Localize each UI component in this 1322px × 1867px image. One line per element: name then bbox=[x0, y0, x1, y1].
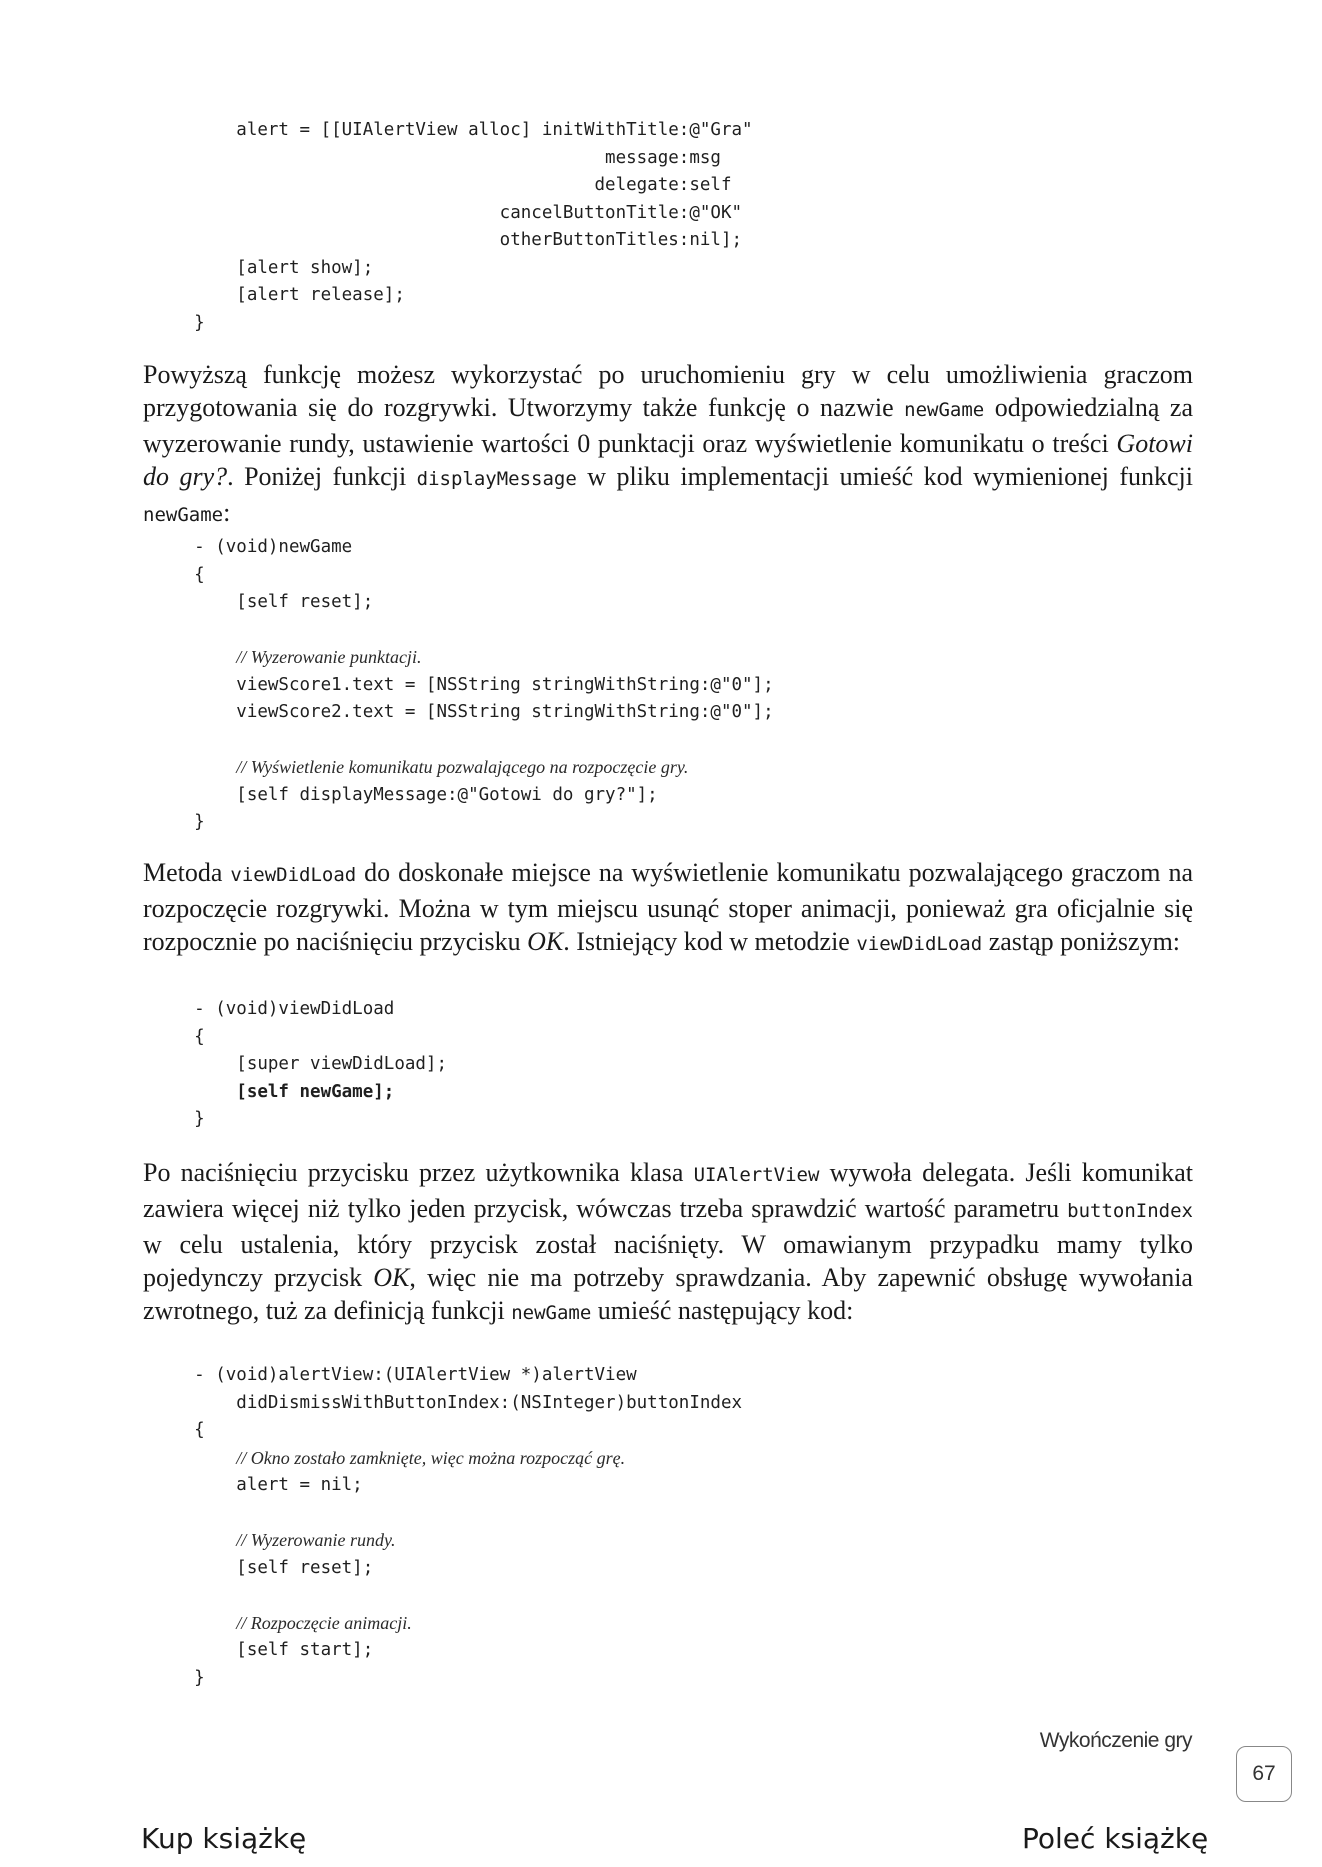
code-line: [self displayMessage:@"Gotowi do gry?"]; bbox=[152, 784, 658, 805]
code-line: [alert release]; bbox=[152, 285, 405, 305]
code-line: } bbox=[152, 812, 205, 832]
inline-code: buttonIndex bbox=[1067, 1200, 1193, 1222]
paragraph-alert-delegate bbox=[143, 1156, 1193, 1330]
code-block-newgame bbox=[152, 534, 774, 837]
code-line: viewScore1.text = [NSString stringWithString:@"0"]; bbox=[152, 674, 774, 695]
recommend-book-link[interactable]: Poleć książkę bbox=[1022, 1822, 1209, 1855]
text: umieść następujący kod: bbox=[591, 1296, 854, 1325]
paragraph-viewdidload bbox=[143, 856, 1193, 961]
code-comment-line bbox=[152, 644, 774, 672]
italic-text: OK bbox=[527, 927, 564, 956]
code-line: - (void)viewDidLoad bbox=[152, 999, 395, 1019]
code-comment: // Okno zostało zamknięte, więc można rozpocząć grę. bbox=[236, 1447, 626, 1468]
page-number: 67 bbox=[1252, 1762, 1276, 1785]
text: wywoła delegata. Jeśli komunikat zawiera więcej niż tylko jeden przycisk, wówczas trzeba sprawdzić wartość parametru bbox=[143, 1158, 1193, 1223]
inline-code: newGame bbox=[143, 504, 224, 526]
text: do doskonałe miejsce na wyświetlenie komunikatu pozwalającego graczom na rozpoczęcie rozgrywki. Można w tym miejscu usunąć stoper animacji, ponieważ gra oficjalnie się rozpocznie po naciśnięciu przycisku bbox=[143, 858, 1193, 956]
inline-code: newGame bbox=[904, 399, 985, 421]
code-line-bold: [self newGame]; bbox=[152, 1081, 395, 1102]
text: odpowiedzialną za wyzerowanie rundy, ustawienie wartości 0 punktacji oraz wyświetlenie komunikatu o treści bbox=[143, 393, 1194, 458]
inline-code: viewDidLoad bbox=[856, 933, 983, 955]
code-comment-line bbox=[152, 1610, 742, 1638]
code-line: } bbox=[152, 312, 205, 333]
code-blank-line bbox=[152, 1582, 742, 1610]
code-blank-line bbox=[152, 1500, 742, 1528]
text: Powyższą funkcję możesz wykorzystać po uruchomieniu gry w celu umożliwienia graczom przygotowania się do rozgrywki. Utworzymy także funkcję o nazwie bbox=[143, 360, 1193, 422]
code-line: } bbox=[152, 1667, 205, 1688]
code-block-viewdidload bbox=[152, 996, 447, 1134]
text: w celu ustalenia, który przycisk został naciśnięty. W omawianym przypadku mamy tylko pojedynczy przycisk bbox=[143, 1230, 1193, 1292]
code-comment: // Wyzerowanie punktacji. bbox=[236, 647, 422, 667]
text: Metoda bbox=[143, 858, 231, 887]
italic-text: Gotowi do gry? bbox=[143, 429, 1193, 491]
text: . Poniżej funkcji bbox=[227, 462, 417, 491]
buy-book-link[interactable]: Kup książkę bbox=[141, 1822, 307, 1855]
code-line: { bbox=[152, 1026, 205, 1047]
code-line: { bbox=[152, 564, 205, 585]
code-line: message:msg bbox=[152, 147, 721, 168]
italic-text: OK bbox=[373, 1263, 410, 1292]
inline-code: displayMessage bbox=[416, 468, 577, 490]
code-line: - (void)newGame bbox=[152, 537, 353, 557]
code-line: - (void)alertView:(UIAlertView *)alertView bbox=[152, 1365, 637, 1385]
code-blank-line bbox=[152, 617, 774, 645]
code-comment: // Rozpoczęcie animacji. bbox=[236, 1612, 412, 1633]
code-comment-line bbox=[152, 1445, 742, 1473]
text: w pliku implementacji umieść kod wymienionej funkcji bbox=[576, 462, 1193, 491]
code-line: [super viewDidLoad]; bbox=[152, 1054, 448, 1074]
code-block-alertview-delegate bbox=[152, 1362, 742, 1692]
code-line: [self reset]; bbox=[152, 592, 374, 612]
code-block-alert bbox=[152, 117, 753, 337]
code-line: alert = [[UIAlertView alloc] initWithTitle:@"Gra" bbox=[152, 120, 753, 140]
code-line: didDismissWithButtonIndex:(NSInteger)buttonIndex bbox=[152, 1392, 743, 1413]
code-comment-line bbox=[152, 1527, 742, 1555]
running-footer-section: Wykończenie gry bbox=[1039, 1729, 1192, 1752]
text: . Istniejący kod w metodzie bbox=[563, 927, 857, 956]
text: , więc nie ma potrzeby sprawdzania. Aby zapewnić obsługę wywołania zwrotnego, tuż za definicją funkcji bbox=[143, 1263, 1193, 1325]
inline-code: viewDidLoad bbox=[230, 864, 357, 886]
code-line: { bbox=[152, 1420, 205, 1440]
code-line: cancelButtonTitle:@"OK" bbox=[152, 202, 743, 223]
code-line: alert = nil; bbox=[152, 1475, 363, 1495]
code-line: [self start]; bbox=[152, 1640, 374, 1660]
code-line: viewScore2.text = [NSString stringWithString:@"0"]; bbox=[152, 702, 774, 722]
inline-code: newGame bbox=[511, 1302, 592, 1324]
code-line: delegate:self bbox=[152, 175, 732, 195]
text: zastąp poniższym: bbox=[982, 927, 1181, 956]
inline-code: UIAlertView bbox=[693, 1164, 820, 1186]
code-comment-line bbox=[152, 754, 774, 782]
text: Po naciśnięciu przycisku przez użytkownika klasa bbox=[143, 1158, 694, 1187]
text: : bbox=[223, 498, 231, 527]
code-line: } bbox=[152, 1109, 205, 1129]
code-line: [self reset]; bbox=[152, 1557, 374, 1578]
code-comment: // Wyzerowanie rundy. bbox=[236, 1530, 396, 1550]
code-blank-line bbox=[152, 727, 774, 755]
page-number-badge bbox=[1236, 1746, 1292, 1802]
paragraph-newgame-intro bbox=[143, 358, 1193, 532]
code-line: otherButtonTitles:nil]; bbox=[152, 230, 743, 250]
code-line: [alert show]; bbox=[152, 257, 374, 278]
code-comment: // Wyświetlenie komunikatu pozwalającego na rozpoczęcie gry. bbox=[236, 757, 689, 777]
